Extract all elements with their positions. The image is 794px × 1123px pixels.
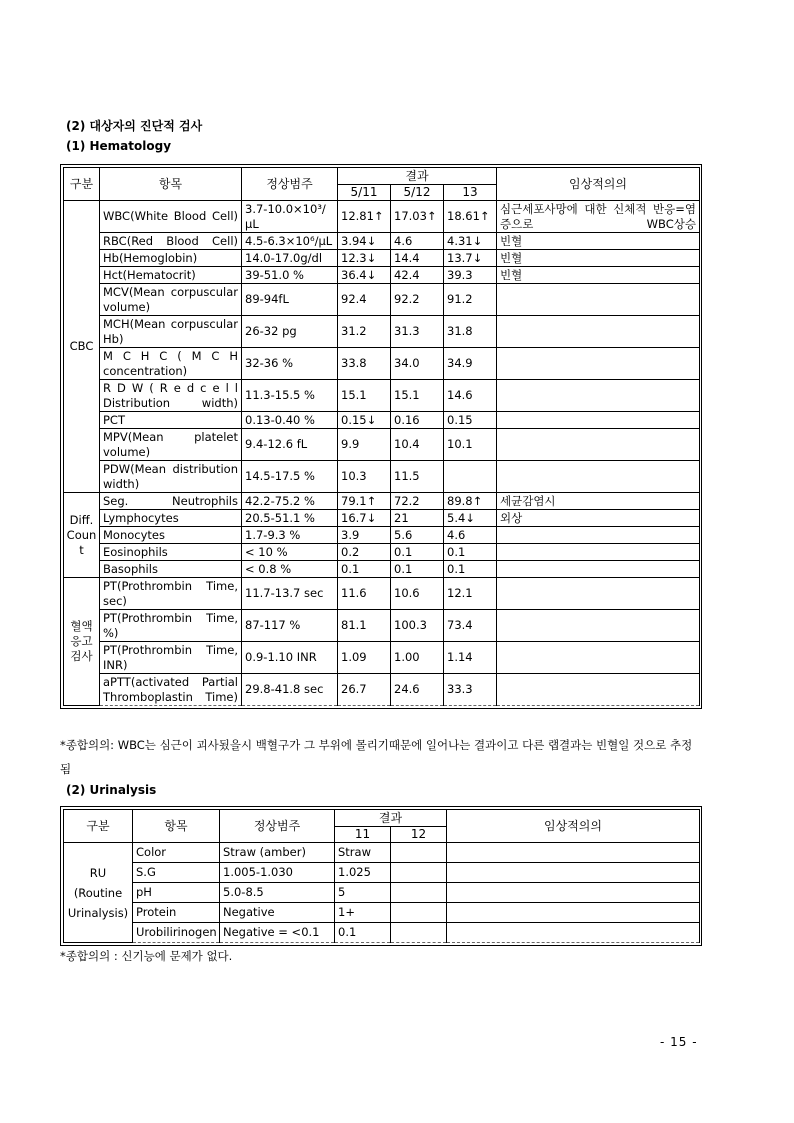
urinalysis-table-frame [60,806,702,946]
hematology-row [64,610,700,642]
test-item: Hb(Hemoglobin) [100,250,242,267]
group-label: RU (Routine Urinalysis) [64,843,133,943]
result-1: 31.2 [338,316,391,348]
clinical-note [447,863,700,883]
group-label: Diff. Count [64,493,100,578]
normal-range: Straw (amber) [220,843,335,863]
result-2: 42.4 [391,267,444,284]
u-header-category: 구분 [64,810,133,843]
clinical-note [497,348,700,380]
result-2: 4.6 [391,233,444,250]
result-1: 79.1↑ [338,493,391,510]
normal-range: 39-51.0 % [242,267,338,284]
clinical-note: 빈혈 [497,233,700,250]
result-2: 14.4 [391,250,444,267]
result-1: 12.3↓ [338,250,391,267]
result-3: 14.6 [444,380,497,412]
header-clinical: 임상적의의 [497,168,700,201]
normal-range: 32-36 % [242,348,338,380]
result-1: 1.025 [335,863,391,883]
clinical-note [497,674,700,706]
u-header-clinical: 임상적의의 [447,810,700,843]
clinical-note: 외상 [497,510,700,527]
result-1: 0.2 [338,544,391,561]
hematology-row [64,561,700,578]
result-2: 34.0 [391,348,444,380]
result-1: 9.9 [338,429,391,461]
normal-range: 3.7-10.0×10³/μL [242,201,338,233]
group-label: CBC [64,201,100,493]
test-item: Hct(Hematocrit) [100,267,242,284]
hematology-row [64,284,700,316]
hematology-row [64,267,700,284]
hematology-row [64,674,700,706]
clinical-note [497,642,700,674]
hematology-row [64,233,700,250]
normal-range: 29.8-41.8 sec [242,674,338,706]
hematology-summary: *종합의의: WBC는 심근이 괴사됬을시 백혈구가 그 부위에 몰리기때문에 일어나는 결과이고 다른 랩결과는 빈혈일 것으로 추정됨 [60,738,693,776]
result-1: 26.7 [338,674,391,706]
result-3: 5.4↓ [444,510,497,527]
result-3: 12.1 [444,578,497,610]
clinical-note: 세균감염시 [497,493,700,510]
hematology-row [64,493,700,510]
result-3: 4.6 [444,527,497,544]
result-3: 13.7↓ [444,250,497,267]
result-3: 34.9 [444,348,497,380]
u-header-item: 항목 [133,810,220,843]
result-1: 16.7↓ [338,510,391,527]
normal-range: 11.7-13.7 sec [242,578,338,610]
result-3 [444,461,497,493]
normal-range: 14.5-17.5 % [242,461,338,493]
normal-range: 87-117 % [242,610,338,642]
test-item: Lymphocytes [100,510,242,527]
test-item: PT(Prothrombin Time, INR) [100,642,242,674]
test-item: MCV(Mean corpuscular volume) [100,284,242,316]
clinical-note [497,429,700,461]
hematology-row [64,316,700,348]
result-1: 12.81↑ [338,201,391,233]
result-2: 17.03↑ [391,201,444,233]
hematology-row [64,380,700,412]
result-1: 1.09 [338,642,391,674]
result-2: 11.5 [391,461,444,493]
result-2: 21 [391,510,444,527]
clinical-note [497,461,700,493]
u-header-date-1: 11 [335,827,391,843]
result-1: Straw [335,843,391,863]
result-3: 73.4 [444,610,497,642]
clinical-note: 빈혈 [497,250,700,267]
u-header-date-2: 12 [391,827,447,843]
header-date-1: 5/11 [338,185,391,201]
result-3: 31.8 [444,316,497,348]
clinical-note [447,923,700,943]
section-title: (2) 대상자의 진단적 검사 [66,119,203,133]
result-3: 91.2 [444,284,497,316]
hematology-row [64,250,700,267]
result-2: 0.1 [391,561,444,578]
result-2: 10.4 [391,429,444,461]
result-1: 0.1 [338,561,391,578]
test-item: MPV(Mean platelet volume) [100,429,242,461]
normal-range: 0.13-0.40 % [242,412,338,429]
normal-range: 4.5-6.3×10⁶/μL [242,233,338,250]
urinalysis-row [64,883,700,903]
result-2 [391,863,447,883]
result-3: 0.1 [444,561,497,578]
result-2: 1.00 [391,642,444,674]
test-item: WBC(White Blood Cell) [100,201,242,233]
test-item: Urobilirinogen [133,923,220,943]
test-item: Basophils [100,561,242,578]
clinical-note [497,527,700,544]
hematology-row [64,201,700,233]
result-2: 10.6 [391,578,444,610]
normal-range: 14.0-17.0g/dl [242,250,338,267]
clinical-note [497,544,700,561]
result-1: 10.3 [338,461,391,493]
result-3: 4.31↓ [444,233,497,250]
result-2: 0.1 [391,544,444,561]
urinalysis-table [63,809,700,943]
result-1: 0.15↓ [338,412,391,429]
result-1: 36.4↓ [338,267,391,284]
result-2: 24.6 [391,674,444,706]
normal-range: 11.3-15.5 % [242,380,338,412]
clinical-note [497,610,700,642]
urinalysis-row [64,903,700,923]
test-item: PT(Prothrombin Time, %) [100,610,242,642]
normal-range: 89-94fL [242,284,338,316]
normal-range: < 10 % [242,544,338,561]
result-2: 100.3 [391,610,444,642]
result-1: 0.1 [335,923,391,943]
result-2: 92.2 [391,284,444,316]
test-item: PCT [100,412,242,429]
result-2 [391,883,447,903]
result-1: 81.1 [338,610,391,642]
header-result: 결과 [338,168,497,185]
clinical-note [497,561,700,578]
result-1: 33.8 [338,348,391,380]
clinical-note [447,883,700,903]
hematology-title: (1) Hematology [66,139,172,153]
u-header-result: 결과 [335,810,447,827]
page-number: - 15 - [660,1035,698,1049]
result-2: 15.1 [391,380,444,412]
test-item: R D W ( R e d c e l l Distribution width) [100,380,242,412]
hematology-row [64,544,700,561]
clinical-note [497,284,700,316]
header-date-2: 5/12 [391,185,444,201]
test-item: pH [133,883,220,903]
result-1: 3.9 [338,527,391,544]
result-3: 0.15 [444,412,497,429]
clinical-note [497,412,700,429]
normal-range: 0.9-1.10 INR [242,642,338,674]
result-3: 33.3 [444,674,497,706]
result-3: 18.61↑ [444,201,497,233]
hematology-row [64,642,700,674]
normal-range: 26-32 pg [242,316,338,348]
hematology-row [64,510,700,527]
urinalysis-title: (2) Urinalysis [66,783,157,797]
result-3: 10.1 [444,429,497,461]
test-item: PDW(Mean distribution width) [100,461,242,493]
test-item: Protein [133,903,220,923]
result-1: 11.6 [338,578,391,610]
clinical-note [447,903,700,923]
test-item: PT(Prothrombin Time, sec) [100,578,242,610]
result-1: 5 [335,883,391,903]
hematology-row [64,412,700,429]
urinalysis-row [64,923,700,943]
clinical-note [497,578,700,610]
result-3: 89.8↑ [444,493,497,510]
normal-range: 1.7-9.3 % [242,527,338,544]
result-3: 39.3 [444,267,497,284]
normal-range: Negative [220,903,335,923]
result-2: 31.3 [391,316,444,348]
normal-range: 20.5-51.1 % [242,510,338,527]
header-date-3: 13 [444,185,497,201]
urinalysis-summary: *종합의의 : 신기능에 문제가 없다. [60,949,233,963]
u-header-normal: 정상범주 [220,810,335,843]
hematology-row [64,461,700,493]
result-2: 5.6 [391,527,444,544]
result-1: 92.4 [338,284,391,316]
test-item: Monocytes [100,527,242,544]
test-item: Eosinophils [100,544,242,561]
test-item: MCH(Mean corpuscular Hb) [100,316,242,348]
normal-range: < 0.8 % [242,561,338,578]
result-2 [391,843,447,863]
normal-range: 9.4-12.6 fL [242,429,338,461]
hematology-row [64,429,700,461]
test-item: S.G [133,863,220,883]
clinical-note: 빈혈 [497,267,700,284]
result-1: 15.1 [338,380,391,412]
header-item: 항목 [100,168,242,201]
hematology-row [64,578,700,610]
result-1: 3.94↓ [338,233,391,250]
hematology-row [64,527,700,544]
normal-range: Negative = <0.1 [220,923,335,943]
hematology-row [64,348,700,380]
normal-range: 1.005-1.030 [220,863,335,883]
result-1: 1+ [335,903,391,923]
result-3: 1.14 [444,642,497,674]
normal-range: 42.2-75.2 % [242,493,338,510]
hematology-table-frame [60,164,702,709]
header-category: 구분 [64,168,100,201]
test-item: Seg. Neutrophils [100,493,242,510]
urinalysis-row [64,863,700,883]
test-item: aPTT(activated Partial Thromboplastin Time) [100,674,242,706]
clinical-note [447,843,700,863]
clinical-note [497,316,700,348]
test-item: M C H C ( M C H concentration) [100,348,242,380]
result-3: 0.1 [444,544,497,561]
urinalysis-row [64,843,700,863]
test-item: RBC(Red Blood Cell) [100,233,242,250]
test-item: Color [133,843,220,863]
group-label: 혈액응고검사 [64,578,100,706]
clinical-note: 심근세포사망에 대한 신체적 반응=염증으로 WBC상승 [497,201,700,233]
result-2: 72.2 [391,493,444,510]
normal-range: 5.0-8.5 [220,883,335,903]
hematology-table [63,167,700,706]
result-2: 0.16 [391,412,444,429]
header-normal: 정상범주 [242,168,338,201]
result-2 [391,923,447,943]
clinical-note [497,380,700,412]
result-2 [391,903,447,923]
